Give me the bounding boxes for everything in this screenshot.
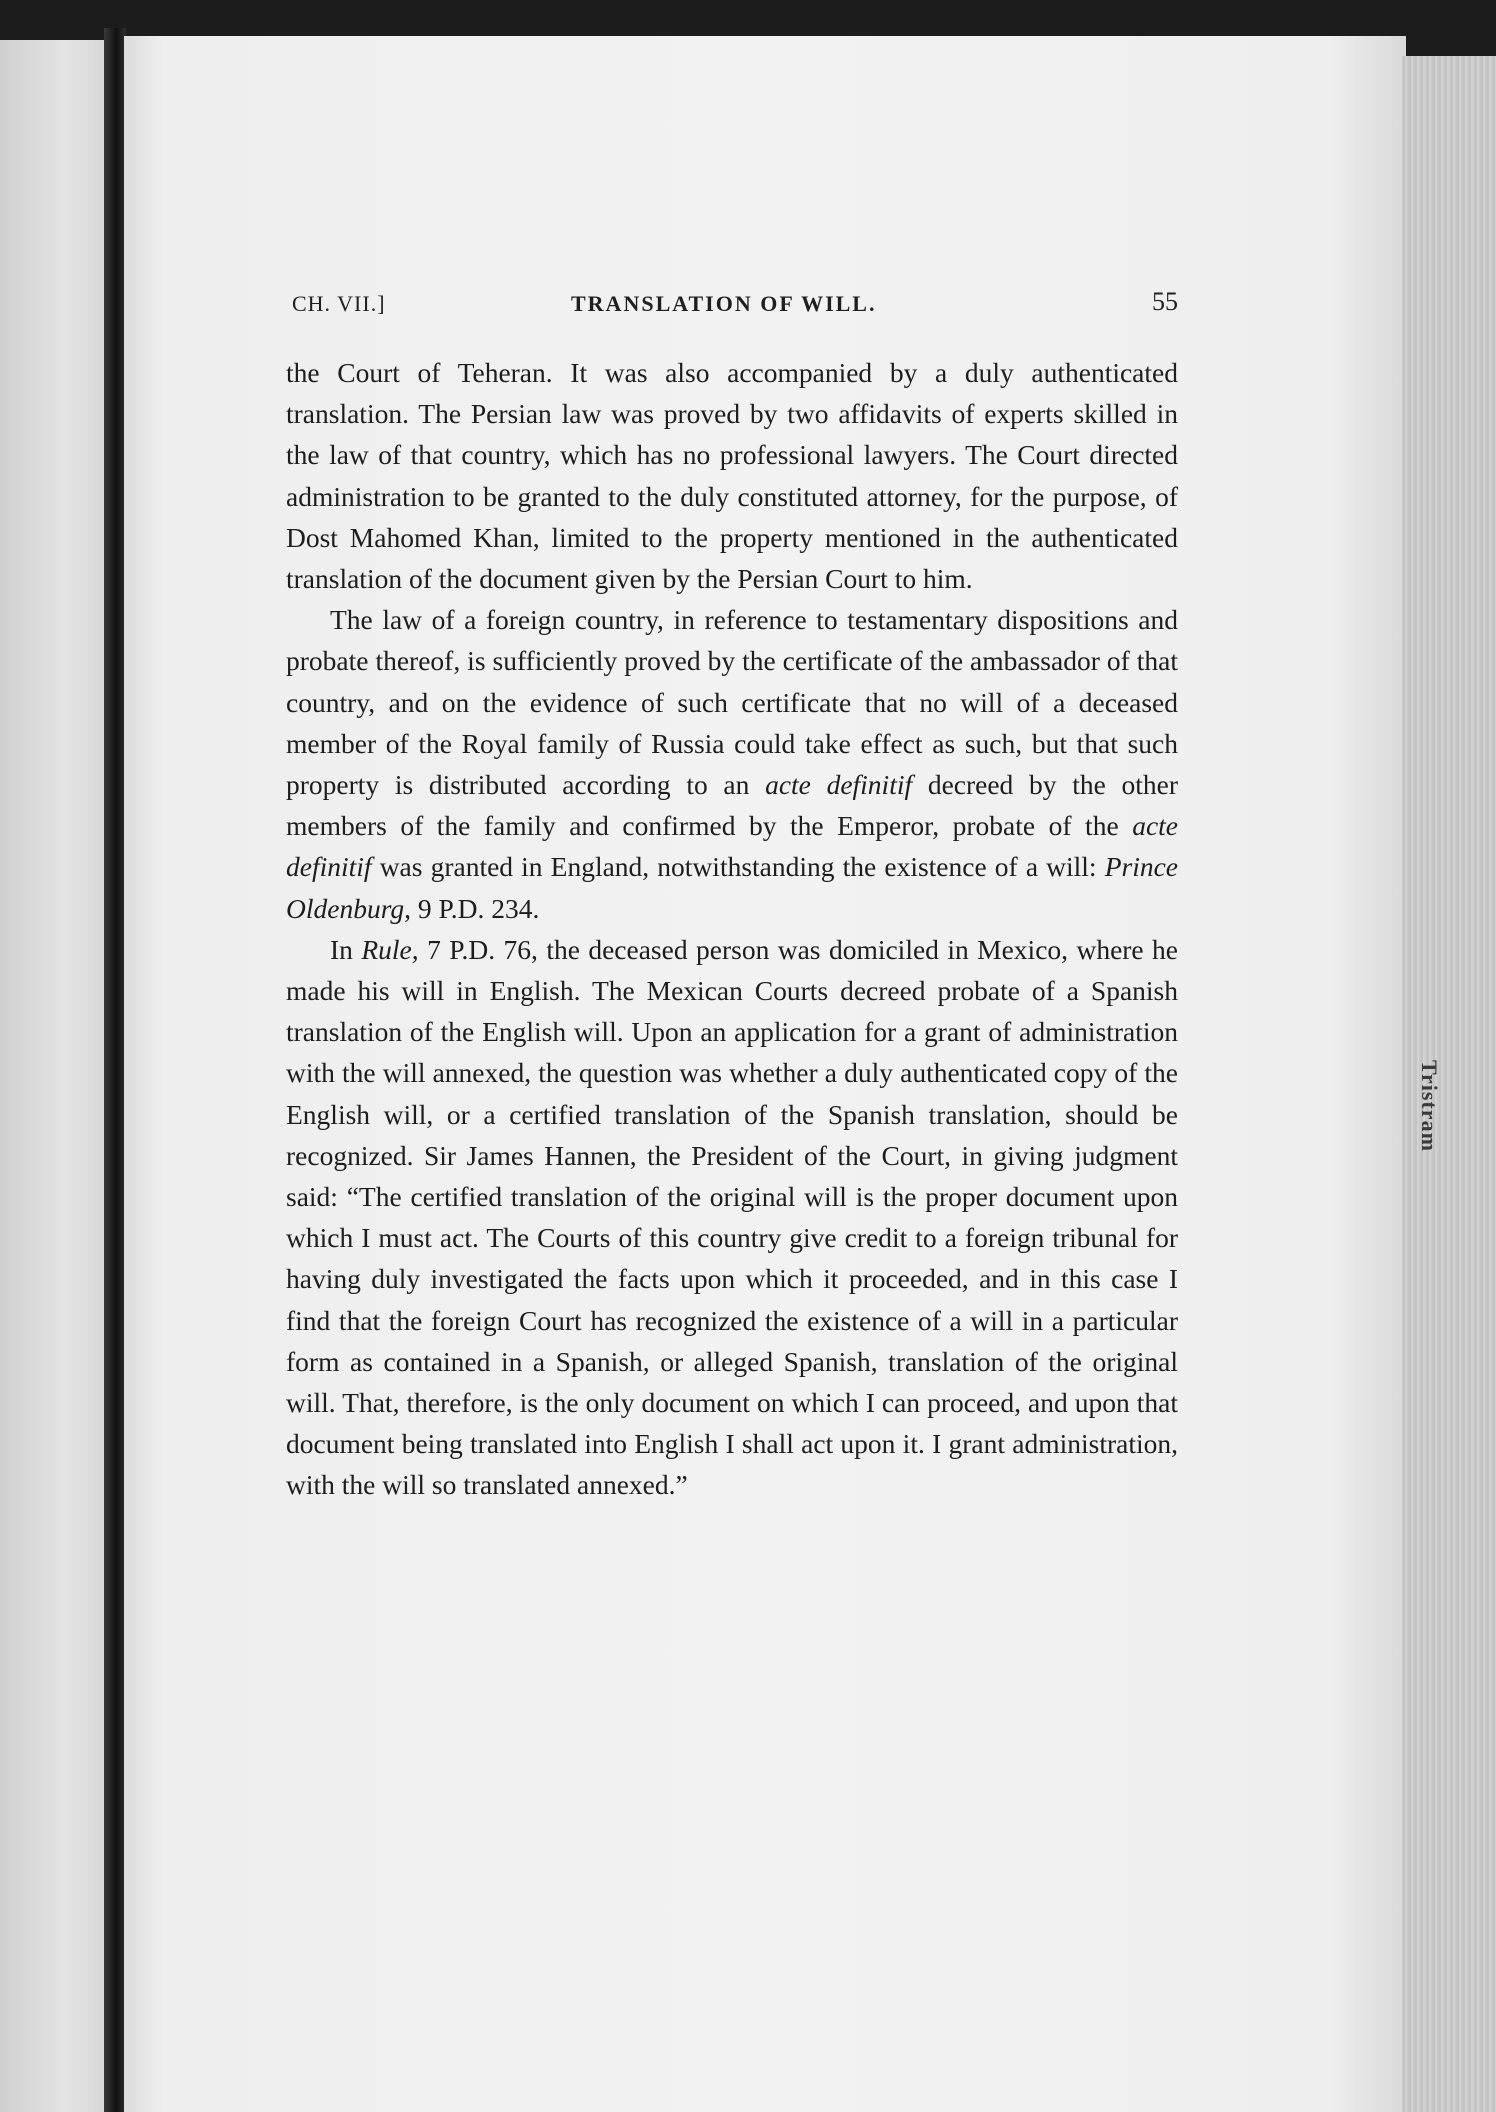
paragraph-3-text-b: 7 P.D. 76, the deceased person was domiciled in Mexico, where he made his will in English. The Mexican Courts decreed probate of a Spanish translation of the English will. Upon an application for a grant of administration with the will annexed, the question was whether a duly authenticated copy of the English will, or a certified translation of the Spanish translation, should be recognized. Sir James Hannen, the President of the Court, in giving judgment said: “The certified translation of the original will is the proper document upon which I must act. The Courts of this country give credit to a foreign tribunal for having duly investigated the facts upon which it proceeded, and in this case I find that the foreign Court has recognized the existence of a will in a particular form as contained in a Spanish, or alleged Spanish, translation of the original will. That, therefore, is the only document on which I can proceed, and upon that document being translated into English I shall act upon it. I grant administration, with the will so translated annexed.” [286, 933, 1179, 1501]
chapter-label: CH. VII.] [292, 291, 386, 316]
spine-label: Tristram [1417, 1060, 1442, 1152]
left-page-edge [0, 40, 108, 2112]
running-header [286, 287, 1178, 327]
paragraph-2-text-c: was granted in England, notwithstanding the existence of a will: [379, 851, 1097, 883]
paragraph-2-italic-3: Prince Oldenburg, [286, 851, 1179, 924]
paragraph-2-italic-1: acte definitif [765, 769, 913, 801]
page-title: TRANSLATION OF WILL. [571, 291, 877, 316]
paragraph-2-text-d: 9 P.D. 234. [417, 892, 540, 924]
paragraph-3-text-a: In [330, 933, 353, 965]
paragraph-2 [286, 599, 1178, 929]
paragraph-1: the Court of Teheran. It was also accompanied by a duly authenticated translation. The Persian law was proved by two affidavits of experts skilled in the law of that country, which has no professional lawyers. The Court directed administration to be granted to the duly constituted attorney, for the purpose, of Dost Mahomed Khan, limited to the property mentioned in the authenticated translation of the document given by the Persian Court to him. [286, 357, 1178, 595]
paragraph-3 [286, 929, 1178, 1506]
paragraph-2-text-b: decreed by the other members of the family and confirmed by the Emperor, probate of the [286, 769, 1178, 842]
paragraph-2-italic-2: acte definitif [286, 810, 1178, 883]
paragraph-2-text-a: The law of a foreign country, in reference to testamentary dispositions and probate thereof, is sufficiently proved by the certificate of the ambassador of that country, and on the evidence of such certificate that no will of a deceased member of the Royal family of Russia could take effect as such, but that such property is distributed according to an [286, 604, 1178, 801]
body-text [286, 352, 1178, 1506]
book-gutter [104, 28, 126, 2112]
paragraph-3-italic-1: Rule, [361, 933, 419, 965]
page-number: 55 [1152, 287, 1178, 316]
